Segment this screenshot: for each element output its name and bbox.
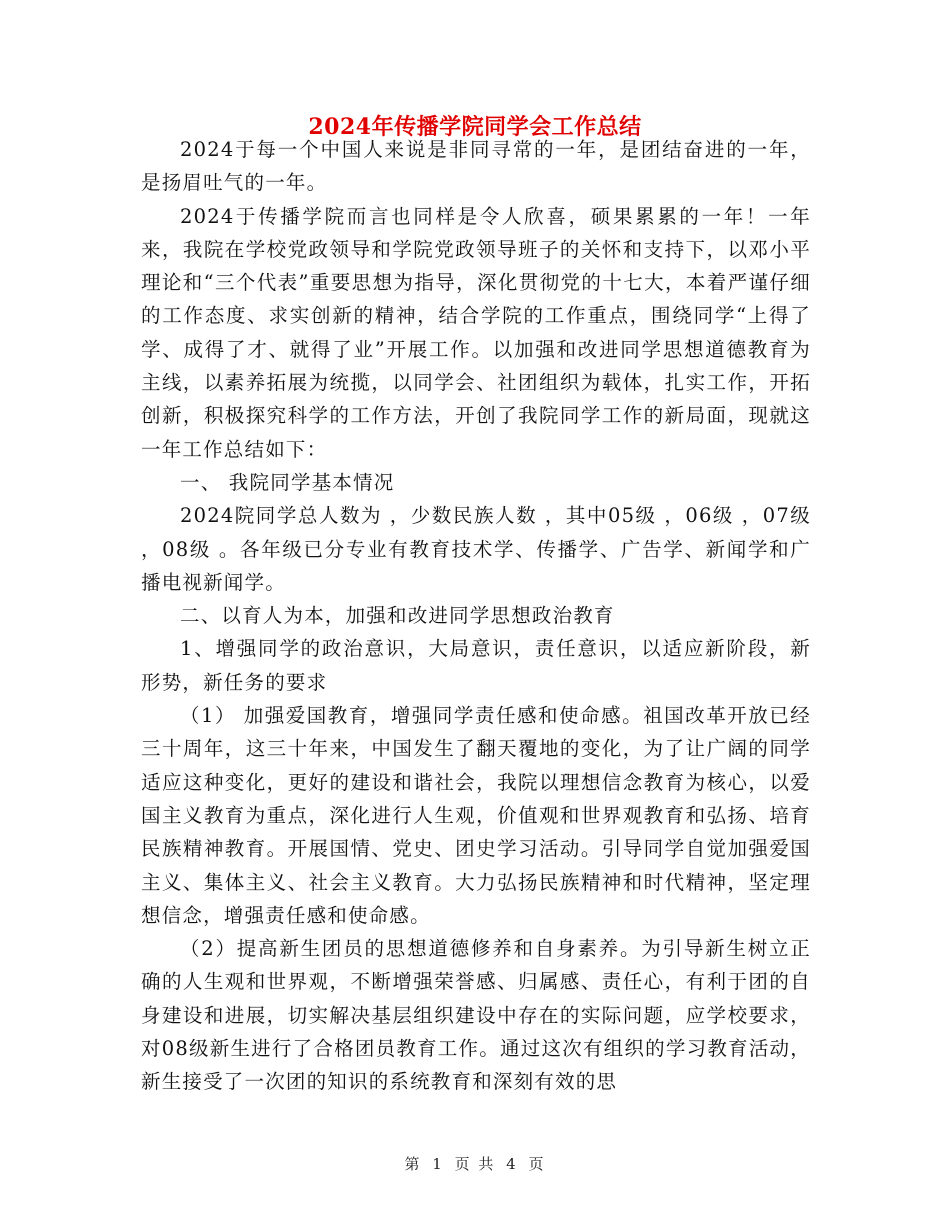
footer-middle: 页 共 — [454, 1155, 496, 1173]
subsection-heading: 1、增强同学的政治意识，大局意识，责任意识，以适应新阶段，新形势，新任务的要求 — [141, 637, 811, 694]
page-footer — [0, 1153, 950, 1174]
paragraph: （1） 加强爱国教育，增强同学责任感和使命感。祖国改革开放已经三十周年，这三十年来，中国发生了翻天覆地的变化，为了让广阔的同学适应这种变化，更好的建设和谐社会，我院以理想信念教育为核心，以爱国主义教育为重点，深化进行人生观，价值观和世界观教育和弘扬、培育民族精神教育。开展国情、党史、团史学习活动。引导同学自觉加强爱国主义、集体主义、社会主义教育。大力弘扬民族精神和时代精神，坚定理想信念，增强责任感和使命感。 — [141, 704, 811, 927]
document-title: 2024年传播学院同学会工作总结 — [308, 114, 642, 140]
footer-suffix: 页 — [528, 1155, 546, 1173]
section-heading: 二、以育人为本，加强和改进同学思想政治教育 — [180, 604, 615, 628]
paragraph: 2024于每一个中国人来说是非同寻常的一年，是团结奋进的一年，是扬眉吐气的一年。 — [141, 138, 811, 195]
current-page-number: 1 — [432, 1155, 444, 1173]
paragraph: （2）提高新生团员的思想道德修养和自身素养。为引导新生树立正确的人生观和世界观，不断增强荣誉感、归属感、责任心，有利于团的自身建设和进展，切实解决基层组织建设中存在的实际问题，应学校要求，对08级新生进行了合格团员教育工作。通过这次有组织的学习教育活动，新生接受了一次团的知识的系统教育和深刻有效的思 — [141, 937, 811, 1094]
total-page-count: 4 — [506, 1155, 518, 1173]
paragraph: 2024院同学总人数为 ，少数民族人数 ，其中05级 ，06级 ，07级 ，08级 。各年级已分专业有教育技术学、传播学、广告学、新闻学和广播电视新闻学。 — [141, 504, 811, 594]
document-body — [141, 133, 811, 1099]
paragraph: 2024于传播学院而言也同样是令人欣喜，硕果累累的一年！一年来，我院在学校党政领导和学院党政领导班子的关怀和支持下，以邓小平理论和“三个代表”重要思想为指导，深化贯彻党的十七大，本着严谨仔细的工作态度、求实创新的精神，结合学院的工作重点，围绕同学“上得了学、成得了才、就得了业”开展工作。以加强和改进同学思想道德教育为主线，以素养拓展为统揽，以同学会、社团组织为载体，扎实工作，开拓创新，积极探究科学的工作方法，开创了我院同学工作的新局面，现就这一年工作总结如下： — [141, 204, 811, 461]
section-heading: 一、 我院同学基本情况 — [180, 470, 395, 494]
footer-prefix: 第 — [404, 1155, 422, 1173]
